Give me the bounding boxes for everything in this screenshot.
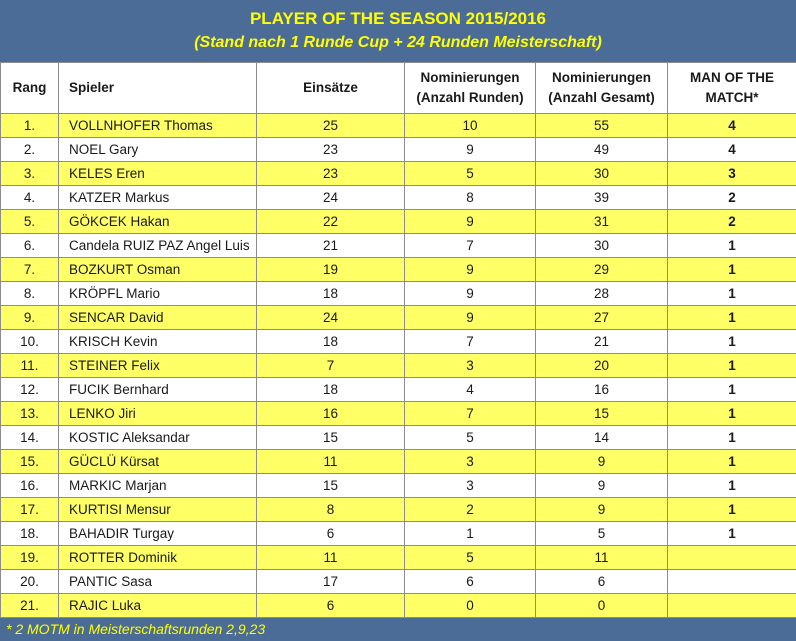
nominations-rounds-cell: 1 <box>405 522 536 546</box>
nominations-total-cell: 9 <box>536 498 668 522</box>
nominations-total-cell: 27 <box>536 306 668 330</box>
appearances-cell: 21 <box>257 234 405 258</box>
rank-cell: 16. <box>1 474 59 498</box>
table-row <box>1 594 796 618</box>
player-name-cell: GÜCLÜ Kürsat <box>59 450 257 474</box>
man-of-the-match-cell <box>668 594 796 618</box>
table-row <box>1 378 796 402</box>
appearances-cell: 16 <box>257 402 405 426</box>
nominations-rounds-cell: 9 <box>405 282 536 306</box>
table-body <box>1 114 796 618</box>
player-name-cell: LENKO Jiri <box>59 402 257 426</box>
nominations-rounds-cell: 9 <box>405 306 536 330</box>
appearances-cell: 6 <box>257 522 405 546</box>
player-name-cell: ROTTER Dominik <box>59 546 257 570</box>
nominations-total-cell: 49 <box>536 138 668 162</box>
man-of-the-match-cell <box>668 546 796 570</box>
man-of-the-match-cell: 1 <box>668 354 796 378</box>
nominations-rounds-cell: 10 <box>405 114 536 138</box>
table-row <box>1 450 796 474</box>
table-row <box>1 522 796 546</box>
man-of-the-match-cell: 2 <box>668 186 796 210</box>
nominations-total-cell: 9 <box>536 450 668 474</box>
nominations-total-cell: 14 <box>536 426 668 450</box>
standings-table <box>0 62 796 618</box>
rank-cell: 18. <box>1 522 59 546</box>
rank-cell: 15. <box>1 450 59 474</box>
rank-cell: 4. <box>1 186 59 210</box>
player-name-cell: STEINER Felix <box>59 354 257 378</box>
nominations-rounds-cell: 7 <box>405 330 536 354</box>
column-header-nominations-total <box>536 63 668 114</box>
nominations-rounds-cell: 3 <box>405 450 536 474</box>
appearances-cell: 17 <box>257 570 405 594</box>
rank-cell: 20. <box>1 570 59 594</box>
column-header-appearances: Einsätze <box>257 63 405 114</box>
table-row <box>1 546 796 570</box>
table-row <box>1 282 796 306</box>
appearances-cell: 18 <box>257 282 405 306</box>
rank-cell: 12. <box>1 378 59 402</box>
appearances-cell: 11 <box>257 450 405 474</box>
column-header-nominations-total-line1: Nominierungen <box>552 70 651 85</box>
appearances-cell: 24 <box>257 186 405 210</box>
man-of-the-match-cell: 1 <box>668 522 796 546</box>
table-row <box>1 162 796 186</box>
table-row <box>1 258 796 282</box>
appearances-cell: 18 <box>257 378 405 402</box>
nominations-total-cell: 9 <box>536 474 668 498</box>
column-header-player: Spieler <box>59 63 257 114</box>
table-row <box>1 186 796 210</box>
table-row <box>1 570 796 594</box>
player-name-cell: VOLLNHOFER Thomas <box>59 114 257 138</box>
table-row <box>1 234 796 258</box>
nominations-total-cell: 30 <box>536 162 668 186</box>
nominations-rounds-cell: 0 <box>405 594 536 618</box>
appearances-cell: 6 <box>257 594 405 618</box>
column-header-motm-line1: MAN OF THE <box>690 70 774 85</box>
column-header-rank: Rang <box>1 63 59 114</box>
nominations-total-cell: 21 <box>536 330 668 354</box>
nominations-rounds-cell: 8 <box>405 186 536 210</box>
man-of-the-match-cell: 1 <box>668 330 796 354</box>
rank-cell: 7. <box>1 258 59 282</box>
table-row <box>1 354 796 378</box>
man-of-the-match-cell: 4 <box>668 138 796 162</box>
rank-cell: 11. <box>1 354 59 378</box>
player-name-cell: Candela RUIZ PAZ Angel Luis <box>59 234 257 258</box>
nominations-rounds-cell: 9 <box>405 210 536 234</box>
nominations-rounds-cell: 5 <box>405 546 536 570</box>
rank-cell: 8. <box>1 282 59 306</box>
rank-cell: 5. <box>1 210 59 234</box>
appearances-cell: 23 <box>257 138 405 162</box>
player-name-cell: KURTISI Mensur <box>59 498 257 522</box>
column-header-motm-line2: MATCH* <box>706 90 759 105</box>
table-row <box>1 306 796 330</box>
rank-cell: 1. <box>1 114 59 138</box>
nominations-total-cell: 11 <box>536 546 668 570</box>
appearances-cell: 7 <box>257 354 405 378</box>
table-row <box>1 330 796 354</box>
player-name-cell: MARKIC Marjan <box>59 474 257 498</box>
player-name-cell: PANTIC Sasa <box>59 570 257 594</box>
rank-cell: 13. <box>1 402 59 426</box>
man-of-the-match-cell: 1 <box>668 498 796 522</box>
page-subtitle: (Stand nach 1 Runde Cup + 24 Runden Meisterschaft) <box>0 30 796 62</box>
table-row <box>1 426 796 450</box>
appearances-cell: 22 <box>257 210 405 234</box>
player-name-cell: KRISCH Kevin <box>59 330 257 354</box>
appearances-cell: 15 <box>257 426 405 450</box>
nominations-rounds-cell: 7 <box>405 402 536 426</box>
rank-cell: 17. <box>1 498 59 522</box>
nominations-total-cell: 29 <box>536 258 668 282</box>
table-row <box>1 498 796 522</box>
rank-cell: 14. <box>1 426 59 450</box>
man-of-the-match-cell: 2 <box>668 210 796 234</box>
man-of-the-match-cell: 1 <box>668 258 796 282</box>
nominations-total-cell: 20 <box>536 354 668 378</box>
nominations-total-cell: 55 <box>536 114 668 138</box>
player-name-cell: NOEL Gary <box>59 138 257 162</box>
nominations-total-cell: 6 <box>536 570 668 594</box>
man-of-the-match-cell: 1 <box>668 402 796 426</box>
nominations-rounds-cell: 5 <box>405 426 536 450</box>
nominations-total-cell: 5 <box>536 522 668 546</box>
rank-cell: 19. <box>1 546 59 570</box>
man-of-the-match-cell: 1 <box>668 282 796 306</box>
player-name-cell: RAJIC Luka <box>59 594 257 618</box>
player-name-cell: SENCAR David <box>59 306 257 330</box>
appearances-cell: 23 <box>257 162 405 186</box>
nominations-total-cell: 39 <box>536 186 668 210</box>
rank-cell: 6. <box>1 234 59 258</box>
rank-cell: 3. <box>1 162 59 186</box>
rank-cell: 10. <box>1 330 59 354</box>
man-of-the-match-cell: 1 <box>668 234 796 258</box>
player-name-cell: BAHADIR Turgay <box>59 522 257 546</box>
table-row <box>1 138 796 162</box>
nominations-total-cell: 30 <box>536 234 668 258</box>
man-of-the-match-cell: 1 <box>668 474 796 498</box>
appearances-cell: 18 <box>257 330 405 354</box>
appearances-cell: 8 <box>257 498 405 522</box>
nominations-rounds-cell: 9 <box>405 258 536 282</box>
player-name-cell: KOSTIC Aleksandar <box>59 426 257 450</box>
man-of-the-match-cell <box>668 570 796 594</box>
appearances-cell: 24 <box>257 306 405 330</box>
nominations-total-cell: 15 <box>536 402 668 426</box>
nominations-rounds-cell: 2 <box>405 498 536 522</box>
nominations-rounds-cell: 7 <box>405 234 536 258</box>
appearances-cell: 19 <box>257 258 405 282</box>
player-name-cell: BOZKURT Osman <box>59 258 257 282</box>
nominations-rounds-cell: 3 <box>405 354 536 378</box>
nominations-total-cell: 16 <box>536 378 668 402</box>
player-name-cell: KELES Eren <box>59 162 257 186</box>
player-name-cell: GÖKCEK Hakan <box>59 210 257 234</box>
table-row <box>1 402 796 426</box>
appearances-cell: 11 <box>257 546 405 570</box>
column-header-man-of-the-match <box>668 63 796 114</box>
man-of-the-match-cell: 4 <box>668 114 796 138</box>
nominations-total-cell: 31 <box>536 210 668 234</box>
nominations-rounds-cell: 6 <box>405 570 536 594</box>
appearances-cell: 15 <box>257 474 405 498</box>
appearances-cell: 25 <box>257 114 405 138</box>
column-header-nominations-rounds <box>405 63 536 114</box>
man-of-the-match-cell: 1 <box>668 378 796 402</box>
column-header-nominations-rounds-line2: (Anzahl Runden) <box>416 90 523 105</box>
nominations-total-cell: 28 <box>536 282 668 306</box>
nominations-rounds-cell: 3 <box>405 474 536 498</box>
player-name-cell: FUCIK Bernhard <box>59 378 257 402</box>
table-row <box>1 210 796 234</box>
table-header <box>1 63 796 114</box>
nominations-rounds-cell: 9 <box>405 138 536 162</box>
nominations-rounds-cell: 4 <box>405 378 536 402</box>
page-title: PLAYER OF THE SEASON 2015/2016 <box>0 0 796 30</box>
table-row <box>1 114 796 138</box>
nominations-rounds-cell: 5 <box>405 162 536 186</box>
footnote: * 2 MOTM in Meisterschaftsrunden 2,9,23 <box>0 618 796 641</box>
man-of-the-match-cell: 1 <box>668 426 796 450</box>
nominations-total-cell: 0 <box>536 594 668 618</box>
man-of-the-match-cell: 1 <box>668 450 796 474</box>
rank-cell: 21. <box>1 594 59 618</box>
column-header-nominations-total-line2: (Anzahl Gesamt) <box>548 90 655 105</box>
player-name-cell: KATZER Markus <box>59 186 257 210</box>
rank-cell: 9. <box>1 306 59 330</box>
man-of-the-match-cell: 1 <box>668 306 796 330</box>
man-of-the-match-cell: 3 <box>668 162 796 186</box>
rank-cell: 2. <box>1 138 59 162</box>
player-name-cell: KRÖPFL Mario <box>59 282 257 306</box>
column-header-nominations-rounds-line1: Nominierungen <box>420 70 519 85</box>
title-banner <box>0 0 796 62</box>
table-row <box>1 474 796 498</box>
